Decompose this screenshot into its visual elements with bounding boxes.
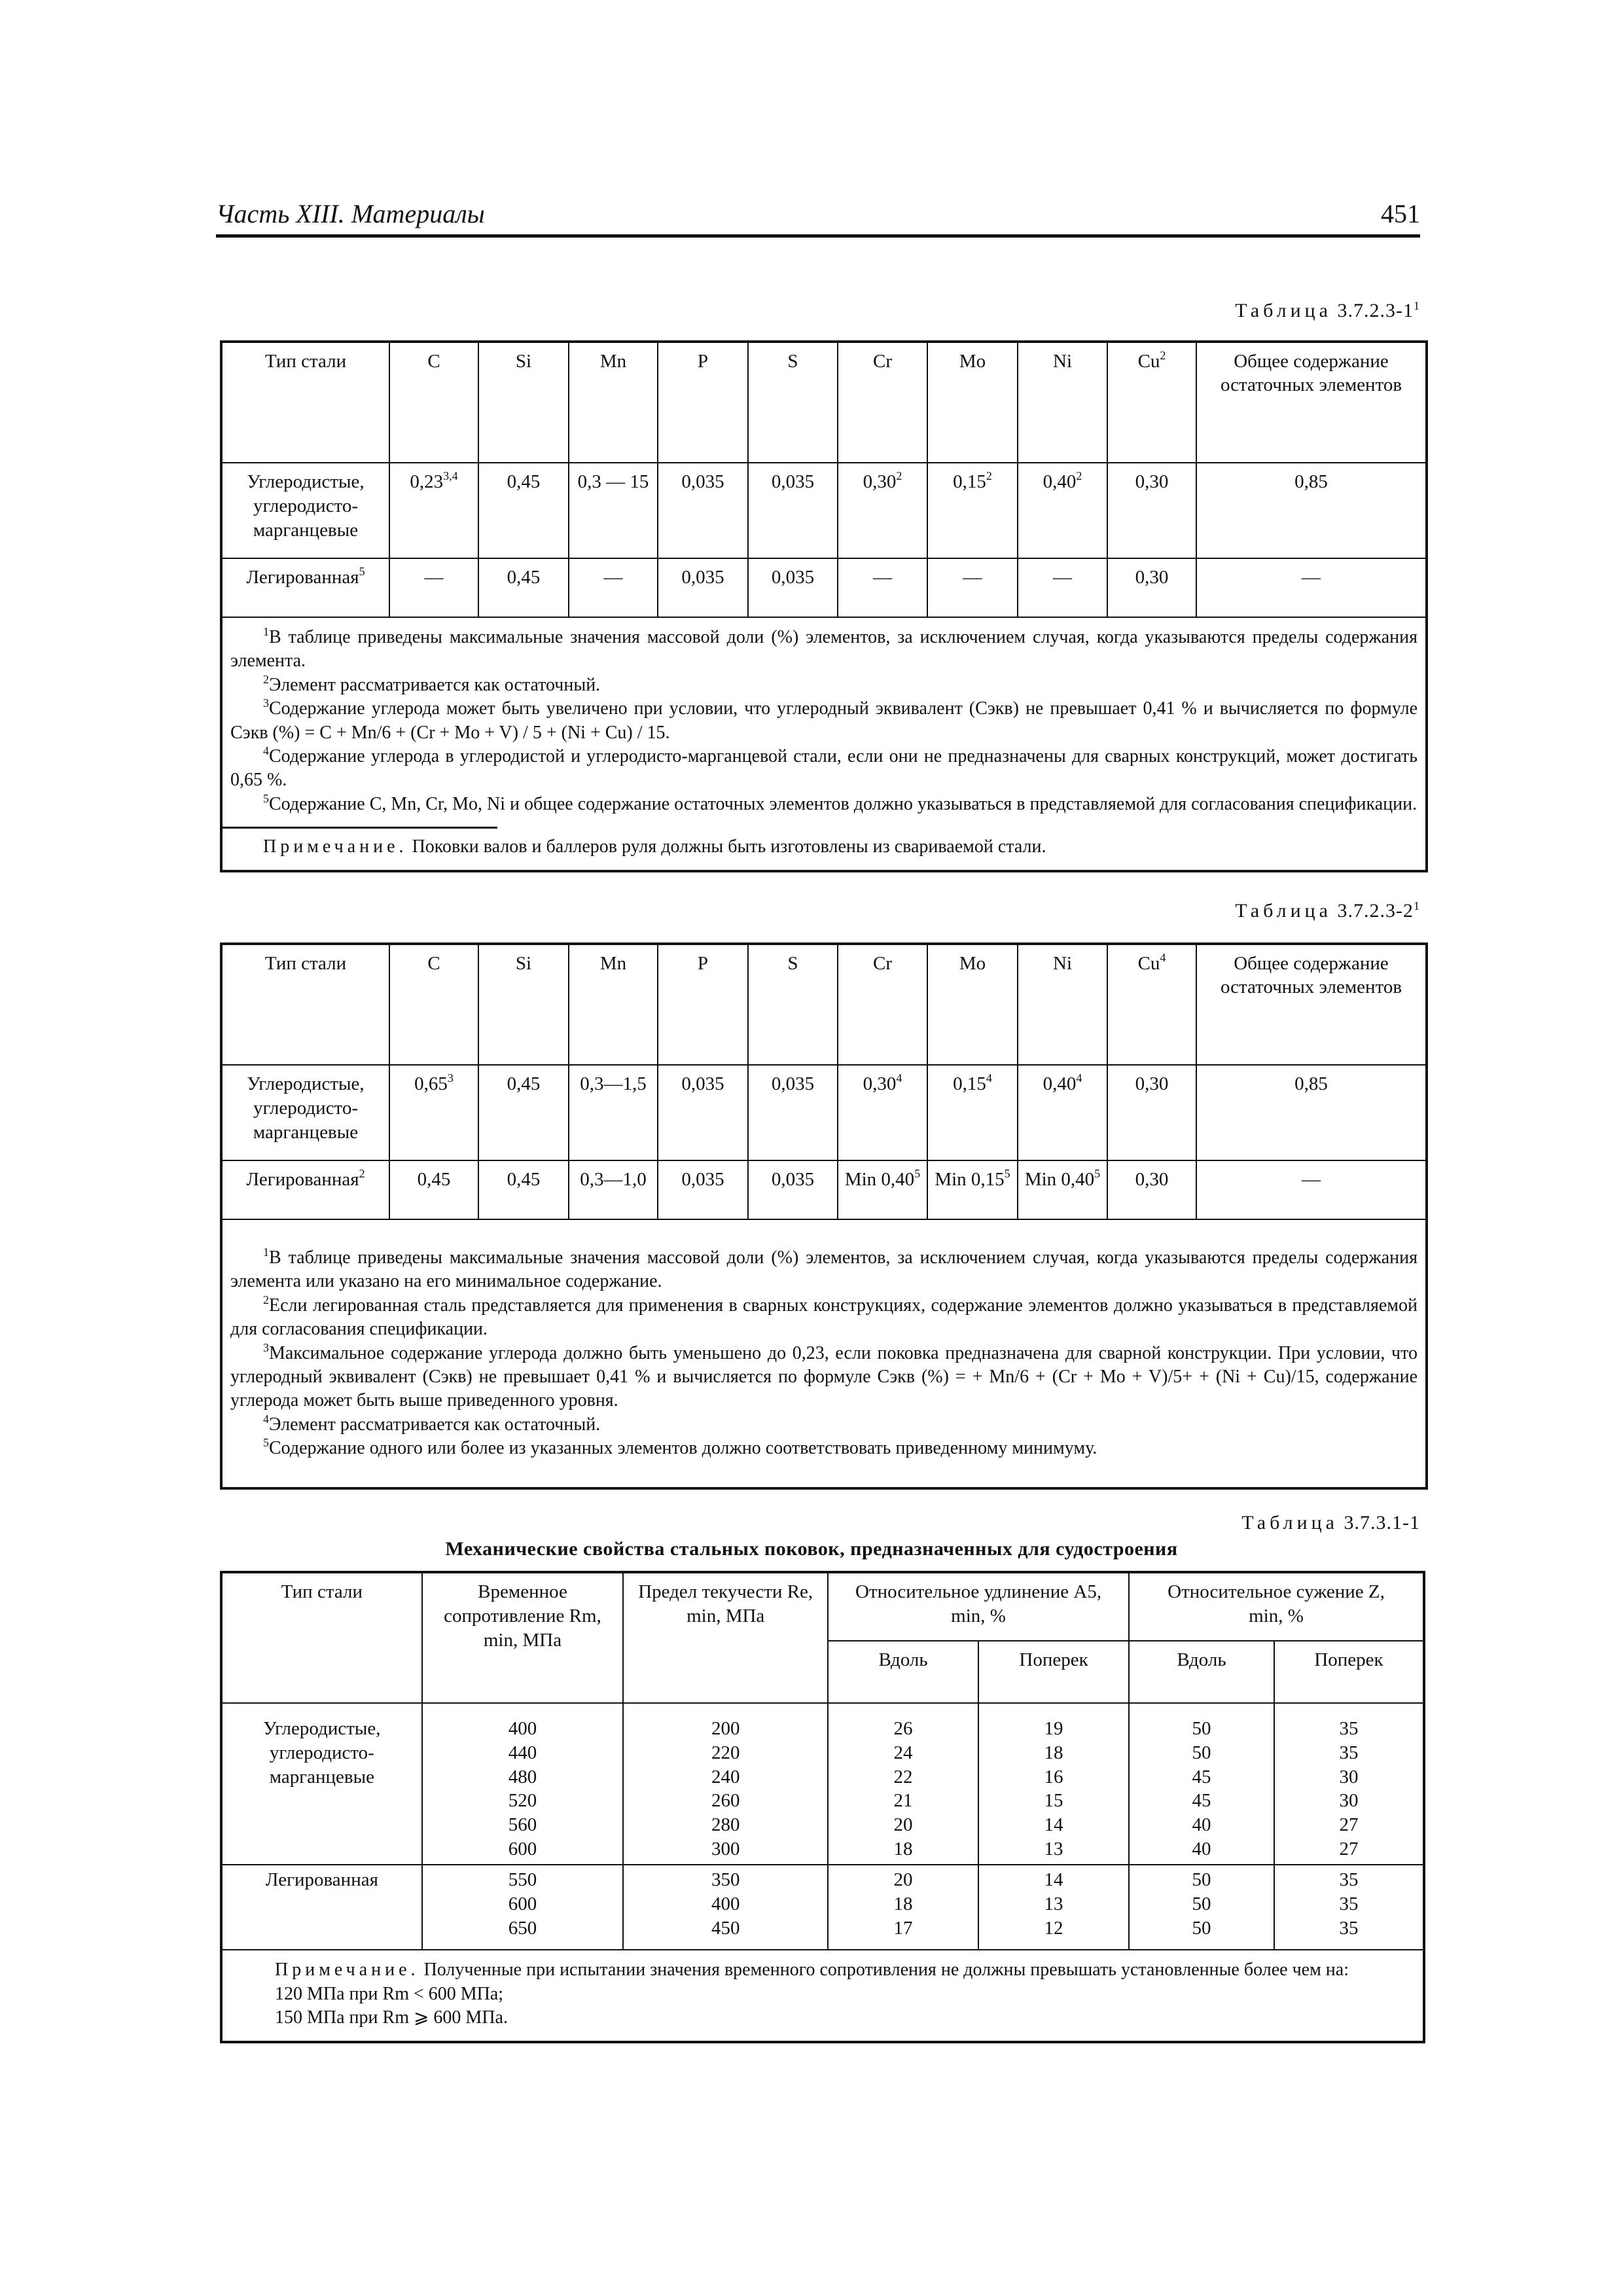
footnote: $^3$Содержание углерода может быть увеличено при условии, что углеродный эквивалент (Cэкв) не превышает 0,41 % и вычисляется по формуле Cэкв (%) = C + Mn/6 + (Cr + Mo + V) / 5 + (Ni + Cu) / 15. <box>230 696 1418 743</box>
cell-mn: 0,3—1,5 <box>569 1065 658 1160</box>
th-cu: Cu$^2$ <box>1107 342 1196 463</box>
table2-header-row <box>221 944 1427 1065</box>
cell-a-along: 26 24 22 21 20 18 <box>828 1703 978 1865</box>
footnote: $^5$Содержание одного или более из указанных элементов должно соответствовать приведенному минимуму. <box>263 1436 1097 1459</box>
footnote: $^1$В таблице приведены максимальные значения массовой доли (%) элементов, за исключением случая, когда указываются пределы содержания элемента. <box>230 625 1418 672</box>
th-ni: Ni <box>1018 944 1107 1065</box>
th-z-across: Поперек <box>1274 1641 1424 1703</box>
th-c: C <box>389 342 478 463</box>
th-mn: Mn <box>569 342 658 463</box>
cell-mo: Min 0,15$^5$ <box>927 1160 1018 1219</box>
running-title: Часть XIII. Материалы <box>216 199 485 228</box>
th-p: P <box>658 342 748 463</box>
cell-type: Углеродистые, углеродисто- марганцевые <box>221 463 389 558</box>
table1 <box>220 340 1428 872</box>
footnote: $^2$Если легированная сталь представляется для применения в сварных конструкциях, содержание элементов должно указываться в представляемой для согласования спецификации. <box>230 1293 1418 1340</box>
cell-mo: 0,15$^2$ <box>927 463 1018 558</box>
cell-ni: Min 0,40$^5$ <box>1018 1160 1107 1219</box>
cell-total: — <box>1196 558 1427 617</box>
table1-footnotes-row <box>221 617 1427 871</box>
cell-si: 0,45 <box>478 1065 569 1160</box>
cell-type: Углеродистые, углеродисто- марганцевые <box>221 1703 422 1865</box>
cell-p: 0,035 <box>658 1160 748 1219</box>
cell-s: 0,035 <box>748 1160 838 1219</box>
cell-c: 0,23$^{3,4}$ <box>389 463 478 558</box>
table3 <box>220 1571 1425 2043</box>
cell-s: 0,035 <box>748 463 838 558</box>
cell-total: 0,85 <box>1196 1065 1427 1160</box>
footnote: $^3$Максимальное содержание углерода должно быть уменьшено до 0,23, если поковка предназначена для сварной конструкции. При условии, что углеродный эквивалент (Cэкв) не превышает 0,41 % и вычисляется по формуле Cэкв (%) = + Mn/6 + (Cr + Mo + V)/5+ + (Ni + Cu)/15, содержание углерода может быть выше приведенного уровня. <box>230 1340 1418 1411</box>
cell-mn: 0,3 — 15 <box>569 463 658 558</box>
th-a5-across: Поперек <box>978 1641 1129 1703</box>
cell-cu: 0,30 <box>1107 463 1196 558</box>
cell-p: 0,035 <box>658 558 748 617</box>
th-ni: Ni <box>1018 342 1107 463</box>
cell-ni: 0,40$^4$ <box>1018 1065 1107 1160</box>
cell-mn: — <box>569 558 658 617</box>
cell-mo: — <box>927 558 1018 617</box>
cell-z-along: 50 50 45 45 40 40 <box>1129 1703 1274 1865</box>
table1-caption: Таблица $3.7.2.3-1^1$ <box>1235 299 1420 321</box>
table-row <box>221 1160 1427 1219</box>
cell-mn: 0,3—1,0 <box>569 1160 658 1219</box>
cell-si: 0,45 <box>478 463 569 558</box>
table2 <box>220 942 1428 1490</box>
footnote: $^1$В таблице приведены максимальные значения массовой доли (%) элементов, за исключением случая, когда указываются пределы содержания элемента или указано на его минимальное содержание. <box>230 1246 1418 1292</box>
th-si: Si <box>478 342 569 463</box>
table2-footnotes-row <box>221 1219 1427 1488</box>
th-c: C <box>389 944 478 1065</box>
cell-z-across: 35 35 35 <box>1274 1865 1424 1950</box>
th-a5: Относительное удлинение A5, min, % <box>828 1572 1129 1641</box>
th-type: Тип стали <box>221 944 389 1065</box>
th-s: S <box>748 342 838 463</box>
th-a5-along: Вдоль <box>828 1641 978 1703</box>
table1-note: Примечание. Поковки валов и баллеров руля должны быть изготовлены из свариваемой стали. <box>263 836 1046 857</box>
table-row <box>221 463 1427 558</box>
cell-type: Легированная <box>221 1865 422 1950</box>
cell-c: 0,65$^3$ <box>389 1065 478 1160</box>
cell-z-across: 35 35 30 30 27 27 <box>1274 1703 1424 1865</box>
cell-ni: 0,40$^2$ <box>1018 463 1107 558</box>
cell-cr: 0,30$^2$ <box>838 463 927 558</box>
th-type: Тип стали <box>221 342 389 463</box>
divider <box>223 827 497 829</box>
cell-si: 0,45 <box>478 558 569 617</box>
footnote: $^4$Содержание углерода в углеродистой и углеродисто-марганцевой стали, если они не предназначены для сварных конструкций, может достигать 0,65 %. <box>230 744 1418 791</box>
cell-total: 0,85 <box>1196 463 1427 558</box>
th-s: S <box>748 944 838 1065</box>
table-row <box>221 1865 1424 1950</box>
table3-note-row <box>221 1950 1424 2041</box>
th-rm: Временное сопротивление Rm, min, МПа <box>422 1572 624 1703</box>
table-row <box>221 1703 1424 1865</box>
th-mo: Mo <box>927 944 1018 1065</box>
th-mn: Mn <box>569 944 658 1065</box>
th-mo: Mo <box>927 342 1018 463</box>
cell-p: 0,035 <box>658 463 748 558</box>
table-row <box>221 1065 1427 1160</box>
cell-cr: Min 0,40$^5$ <box>838 1160 927 1219</box>
footnote: $^2$Элемент рассматривается как остаточный. <box>263 672 601 695</box>
table2-footnotes <box>221 1219 1427 1488</box>
table3-caption: Таблица 3.7.3.1-1 <box>1241 1512 1420 1534</box>
cell-a-along: 20 18 17 <box>828 1865 978 1950</box>
cell-type: Углеродистые, углеродисто- марганцевые <box>221 1065 389 1160</box>
cell-cu: 0,30 <box>1107 558 1196 617</box>
th-cr: Cr <box>838 342 927 463</box>
table3-title: Механические свойства стальных поковок, предназначенных для судостроения <box>445 1538 1178 1560</box>
table1-header-row <box>221 342 1427 463</box>
cell-c: — <box>389 558 478 617</box>
cell-rm: 550 600 650 <box>422 1865 624 1950</box>
cell-re: 350 400 450 <box>623 1865 828 1950</box>
th-si: Si <box>478 944 569 1065</box>
cell-re: 200 220 240 260 280 300 <box>623 1703 828 1865</box>
cell-cu: 0,30 <box>1107 1160 1196 1219</box>
page-header <box>216 196 1420 238</box>
cell-cr: 0,30$^4$ <box>838 1065 927 1160</box>
th-cu: Cu$^4$ <box>1107 944 1196 1065</box>
cell-si: 0,45 <box>478 1160 569 1219</box>
cell-a-across: 14 13 12 <box>978 1865 1129 1950</box>
cell-p: 0,035 <box>658 1065 748 1160</box>
footnote: $^4$Элемент рассматривается как остаточный. <box>263 1412 601 1435</box>
th-cr: Cr <box>838 944 927 1065</box>
th-p: P <box>658 944 748 1065</box>
cell-type: Легированная$^2$ <box>221 1160 389 1219</box>
th-re: Предел текучести Re, min, МПа <box>623 1572 828 1703</box>
page-number: 451 <box>1381 199 1420 228</box>
th-z: Относительное сужение Z, min, % <box>1129 1572 1424 1641</box>
th-type: Тип стали <box>221 1572 422 1703</box>
table3-note: Примечание. Полученные при испытании значения временного сопротивления не должны превышать установленные более чем на: 120 МПа при Rm < 600 МПа; 150 МПа при Rm ⩾ 600 МПа. <box>221 1950 1424 2041</box>
th-total: Общее содержание остаточных элементов <box>1196 944 1427 1065</box>
th-total: Общее содержание остаточных элементов <box>1196 342 1427 463</box>
cell-cr: — <box>838 558 927 617</box>
cell-rm: 400 440 480 520 560 600 <box>422 1703 624 1865</box>
cell-s: 0,035 <box>748 1065 838 1160</box>
cell-c: 0,45 <box>389 1160 478 1219</box>
cell-a-across: 19 18 16 15 14 13 <box>978 1703 1129 1865</box>
cell-ni: — <box>1018 558 1107 617</box>
cell-s: 0,035 <box>748 558 838 617</box>
table2-caption: Таблица $3.7.2.3-2^1$ <box>1235 899 1420 922</box>
th-z-along: Вдоль <box>1129 1641 1274 1703</box>
cell-type: Легированная$^5$ <box>221 558 389 617</box>
table-row <box>221 558 1427 617</box>
table1-footnotes <box>221 617 1427 871</box>
cell-z-along: 50 50 50 <box>1129 1865 1274 1950</box>
cell-mo: 0,15$^4$ <box>927 1065 1018 1160</box>
footnote: $^5$Содержание C, Mn, Cr, Mo, Ni и общее содержание остаточных элементов должно указываться в представляемой для согласования спецификации. <box>263 791 1418 814</box>
table3-header-row <box>221 1572 1424 1641</box>
cell-cu: 0,30 <box>1107 1065 1196 1160</box>
cell-total: — <box>1196 1160 1427 1219</box>
